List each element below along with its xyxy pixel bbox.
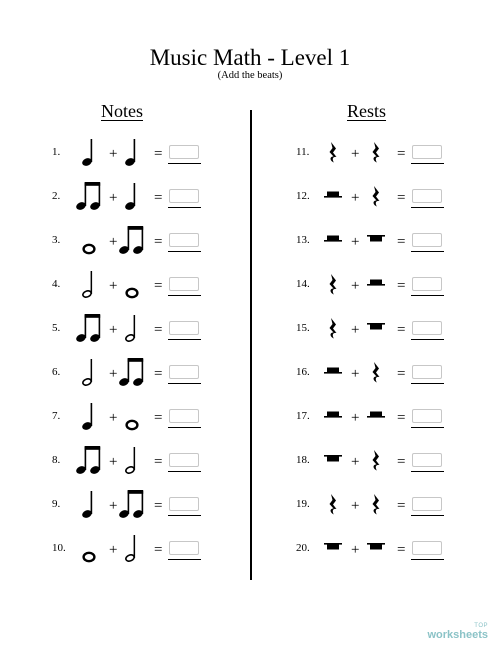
answer-line bbox=[168, 383, 201, 384]
answer-line bbox=[411, 295, 444, 296]
answer-field[interactable] bbox=[168, 409, 201, 435]
problem-number: 15. bbox=[296, 322, 310, 334]
answer-line bbox=[168, 515, 201, 516]
answer-field[interactable] bbox=[168, 453, 201, 479]
answer-box[interactable] bbox=[412, 277, 442, 291]
answer-box[interactable] bbox=[169, 409, 199, 423]
brand-logo bbox=[427, 623, 488, 641]
answer-field[interactable] bbox=[411, 145, 444, 171]
equals-sign: = bbox=[154, 322, 163, 338]
problem-number: 10. bbox=[52, 542, 66, 554]
problem-number: 18. bbox=[296, 454, 310, 466]
answer-field[interactable] bbox=[411, 321, 444, 347]
plus-sign: + bbox=[351, 498, 360, 514]
problem-row bbox=[296, 529, 500, 569]
plus-sign: + bbox=[351, 322, 360, 338]
answer-box[interactable] bbox=[169, 189, 199, 203]
answer-field[interactable] bbox=[411, 453, 444, 479]
right-quarter-rest-icon bbox=[370, 185, 382, 211]
right-whole-rest-icon bbox=[367, 321, 385, 333]
equals-sign: = bbox=[397, 322, 406, 338]
right-quarter-rest-icon bbox=[370, 361, 382, 387]
left-whole-rest-icon bbox=[324, 453, 342, 465]
right-half-note-icon bbox=[125, 445, 139, 475]
answer-line bbox=[411, 559, 444, 560]
answer-line bbox=[168, 251, 201, 252]
right-quarter-rest-icon bbox=[370, 449, 382, 475]
answer-box[interactable] bbox=[169, 233, 199, 247]
right-half-note-icon bbox=[125, 533, 139, 563]
equals-sign: = bbox=[397, 454, 406, 470]
plus-sign: + bbox=[109, 190, 118, 206]
problem-number: 16. bbox=[296, 366, 310, 378]
answer-line bbox=[411, 471, 444, 472]
left-half-rest-icon bbox=[324, 189, 342, 201]
problem-row bbox=[52, 485, 282, 525]
left-half-note-icon bbox=[82, 357, 96, 387]
problem-row bbox=[296, 353, 500, 393]
answer-field[interactable] bbox=[411, 541, 444, 567]
problem-number: 8. bbox=[52, 454, 61, 466]
right-whole-note-icon bbox=[125, 287, 139, 299]
left-eighth-pair-icon bbox=[76, 313, 102, 343]
problem-row bbox=[296, 441, 500, 481]
problem-row bbox=[296, 397, 500, 437]
equals-sign: = bbox=[154, 234, 163, 250]
equals-sign: = bbox=[154, 410, 163, 426]
page-subtitle: (Add the beats) bbox=[217, 70, 283, 81]
answer-box[interactable] bbox=[412, 189, 442, 203]
answer-field[interactable] bbox=[411, 233, 444, 259]
right-eighth-pair-icon bbox=[119, 225, 145, 255]
problem-number: 13. bbox=[296, 234, 310, 246]
left-eighth-pair-icon bbox=[76, 445, 102, 475]
problem-row bbox=[296, 485, 500, 525]
right-eighth-pair-icon bbox=[119, 357, 145, 387]
problem-number: 14. bbox=[296, 278, 310, 290]
answer-box[interactable] bbox=[412, 321, 442, 335]
answer-line bbox=[411, 427, 444, 428]
answer-line bbox=[168, 207, 201, 208]
problem-number: 2. bbox=[52, 190, 61, 202]
problem-row bbox=[52, 133, 282, 173]
equals-sign: = bbox=[397, 190, 406, 206]
answer-box[interactable] bbox=[412, 145, 442, 159]
plus-sign: + bbox=[109, 278, 118, 294]
brand-logo-name: worksheets bbox=[427, 629, 488, 641]
answer-box[interactable] bbox=[169, 145, 199, 159]
equals-sign: = bbox=[154, 146, 163, 162]
plus-sign: + bbox=[351, 454, 360, 470]
right-half-rest-icon bbox=[367, 409, 385, 421]
problem-row bbox=[52, 221, 282, 261]
answer-box[interactable] bbox=[412, 365, 442, 379]
left-quarter-rest-icon bbox=[327, 493, 339, 519]
plus-sign: + bbox=[109, 234, 118, 250]
answer-field[interactable] bbox=[168, 277, 201, 303]
answer-line bbox=[411, 207, 444, 208]
answer-box[interactable] bbox=[412, 453, 442, 467]
right-quarter-note-icon bbox=[125, 137, 139, 167]
problem-number: 7. bbox=[52, 410, 61, 422]
right-half-note-icon bbox=[125, 313, 139, 343]
plus-sign: + bbox=[351, 366, 360, 382]
left-quarter-note-icon bbox=[82, 489, 96, 519]
page-title: Music Math - Level 1 bbox=[149, 45, 351, 70]
equals-sign: = bbox=[397, 146, 406, 162]
answer-line bbox=[168, 163, 201, 164]
plus-sign: + bbox=[109, 498, 118, 514]
answer-line bbox=[411, 163, 444, 164]
answer-line bbox=[168, 295, 201, 296]
answer-field[interactable] bbox=[168, 145, 201, 171]
right-eighth-pair-icon bbox=[119, 489, 145, 519]
problem-row bbox=[296, 221, 500, 261]
answer-box[interactable] bbox=[412, 497, 442, 511]
equals-sign: = bbox=[154, 366, 163, 382]
answer-line bbox=[168, 339, 201, 340]
problem-row bbox=[52, 441, 282, 481]
right-whole-note-icon bbox=[125, 419, 139, 431]
answer-box[interactable] bbox=[412, 409, 442, 423]
left-whole-rest-icon bbox=[324, 541, 342, 553]
equals-sign: = bbox=[397, 366, 406, 382]
brand-logo-top: TOP bbox=[474, 623, 488, 629]
left-quarter-rest-icon bbox=[327, 141, 339, 167]
problem-row bbox=[52, 177, 282, 217]
equals-sign: = bbox=[397, 278, 406, 294]
answer-field[interactable] bbox=[411, 189, 444, 215]
answer-line bbox=[411, 251, 444, 252]
problem-number: 11. bbox=[296, 146, 310, 158]
plus-sign: + bbox=[351, 190, 360, 206]
equals-sign: = bbox=[154, 454, 163, 470]
problem-number: 5. bbox=[52, 322, 61, 334]
left-half-note-icon bbox=[82, 269, 96, 299]
left-eighth-pair-icon bbox=[76, 181, 102, 211]
left-half-rest-icon bbox=[324, 409, 342, 421]
answer-field[interactable] bbox=[411, 365, 444, 391]
answer-field[interactable] bbox=[168, 189, 201, 215]
answer-line bbox=[411, 383, 444, 384]
problem-number: 4. bbox=[52, 278, 61, 290]
answer-box[interactable] bbox=[169, 453, 199, 467]
left-quarter-rest-icon bbox=[327, 273, 339, 299]
problem-row bbox=[52, 309, 282, 349]
problem-row bbox=[296, 133, 500, 173]
problem-row bbox=[296, 265, 500, 305]
problem-row bbox=[52, 265, 282, 305]
equals-sign: = bbox=[397, 410, 406, 426]
equals-sign: = bbox=[154, 278, 163, 294]
right-whole-rest-icon bbox=[367, 233, 385, 245]
problem-number: 6. bbox=[52, 366, 61, 378]
left-quarter-note-icon bbox=[82, 137, 96, 167]
answer-field[interactable] bbox=[168, 497, 201, 523]
left-whole-note-icon bbox=[82, 243, 96, 255]
equals-sign: = bbox=[397, 542, 406, 558]
answer-field[interactable] bbox=[411, 409, 444, 435]
answer-line bbox=[411, 339, 444, 340]
plus-sign: + bbox=[109, 454, 118, 470]
left-half-rest-icon bbox=[324, 233, 342, 245]
plus-sign: + bbox=[351, 410, 360, 426]
right-quarter-rest-icon bbox=[370, 141, 382, 167]
answer-field[interactable] bbox=[168, 321, 201, 347]
problem-number: 3. bbox=[52, 234, 61, 246]
equals-sign: = bbox=[397, 234, 406, 250]
plus-sign: + bbox=[109, 146, 118, 162]
left-quarter-rest-icon bbox=[327, 317, 339, 343]
plus-sign: + bbox=[109, 542, 118, 558]
answer-field[interactable] bbox=[411, 497, 444, 523]
plus-sign: + bbox=[351, 234, 360, 250]
problem-number: 20. bbox=[296, 542, 310, 554]
answer-field[interactable] bbox=[168, 233, 201, 259]
right-half-rest-icon bbox=[367, 277, 385, 289]
answer-box[interactable] bbox=[169, 277, 199, 291]
plus-sign: + bbox=[351, 146, 360, 162]
left-half-rest-icon bbox=[324, 365, 342, 377]
plus-sign: + bbox=[109, 322, 118, 338]
right-whole-rest-icon bbox=[367, 541, 385, 553]
problem-number: 17. bbox=[296, 410, 310, 422]
problem-row bbox=[296, 309, 500, 349]
problem-row bbox=[296, 177, 500, 217]
answer-line bbox=[168, 427, 201, 428]
problem-row bbox=[52, 353, 282, 393]
answer-field[interactable] bbox=[168, 541, 201, 567]
answer-field[interactable] bbox=[168, 365, 201, 391]
answer-box[interactable] bbox=[412, 233, 442, 247]
left-quarter-note-icon bbox=[82, 401, 96, 431]
equals-sign: = bbox=[154, 498, 163, 514]
left-whole-note-icon bbox=[82, 551, 96, 563]
equals-sign: = bbox=[397, 498, 406, 514]
problem-row bbox=[52, 397, 282, 437]
problem-number: 1. bbox=[52, 146, 61, 158]
right-quarter-rest-icon bbox=[370, 493, 382, 519]
plus-sign: + bbox=[351, 278, 360, 294]
equals-sign: = bbox=[154, 542, 163, 558]
problem-number: 9. bbox=[52, 498, 61, 510]
problem-number: 12. bbox=[296, 190, 310, 202]
answer-line bbox=[168, 471, 201, 472]
answer-box[interactable] bbox=[412, 541, 442, 555]
plus-sign: + bbox=[109, 410, 118, 426]
answer-box[interactable] bbox=[169, 321, 199, 335]
answer-line bbox=[168, 559, 201, 560]
answer-field[interactable] bbox=[411, 277, 444, 303]
equals-sign: = bbox=[154, 190, 163, 206]
answer-line bbox=[411, 515, 444, 516]
answer-box[interactable] bbox=[169, 541, 199, 555]
problem-number: 19. bbox=[296, 498, 310, 510]
right-quarter-note-icon bbox=[125, 181, 139, 211]
problem-row bbox=[52, 529, 282, 569]
notes-column-heading: Notes bbox=[101, 101, 143, 121]
answer-box[interactable] bbox=[169, 497, 199, 511]
rests-column-heading: Rests bbox=[347, 101, 387, 121]
answer-box[interactable] bbox=[169, 365, 199, 379]
plus-sign: + bbox=[351, 542, 360, 558]
plus-sign: + bbox=[109, 366, 118, 382]
